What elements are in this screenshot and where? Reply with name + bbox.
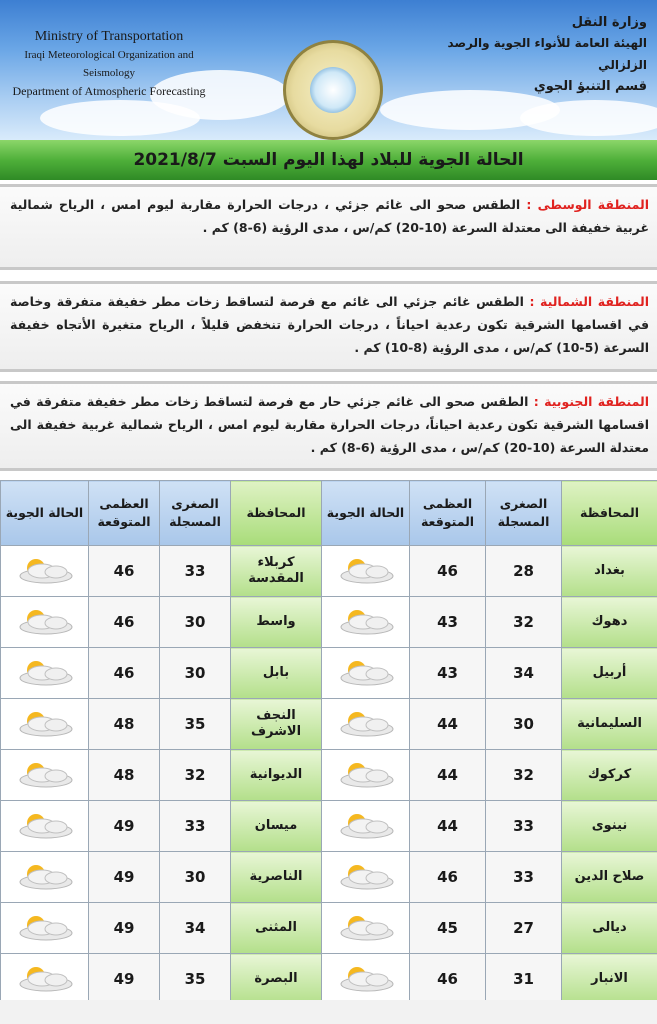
- partly-cloudy-icon: [12, 970, 78, 988]
- region-south: [0, 381, 657, 471]
- weather-state-right: [322, 648, 410, 699]
- governorate-left: الديوانية: [231, 750, 322, 801]
- partly-cloudy-icon: [12, 868, 78, 886]
- organization-ar: الهيئة العامة للأنواء الجوية والرصد الزلزالي: [447, 36, 647, 72]
- region-north-forecast: الطقس غائم جزئي الى غائم مع فرصة لتساقط زخات مطر خفيفة متفرقة وخاصة في اقسامها الشرقية تكون رعدية احياناً ، درجات الحرارة تنخفض قليلاً ، الرياح متغيرة الأتجاه خفيفة السرعة (5-10) كم/س ، مدى الرؤية (8-10) كم .: [10, 294, 649, 355]
- governorate-left: الناصرية: [231, 852, 322, 903]
- max-temp-right: 44: [410, 801, 486, 852]
- min-temp-right: 33: [486, 852, 562, 903]
- max-temp-right: 44: [410, 699, 486, 750]
- min-temp-right: 31: [486, 954, 562, 1005]
- table-row: [1, 801, 657, 852]
- max-temp-left: 48: [89, 750, 160, 801]
- governorate-left: المثنى: [231, 903, 322, 954]
- table-row: [1, 903, 657, 954]
- page-title: الحالة الجوية للبلاد لهذا اليوم السبت 2021/8/7: [133, 150, 524, 170]
- max-temp-right: 43: [410, 597, 486, 648]
- governorate-right: السليمانية: [562, 699, 657, 750]
- max-temp-left: 48: [89, 699, 160, 750]
- max-temp-left: 49: [89, 801, 160, 852]
- partly-cloudy-icon: [12, 715, 78, 733]
- governorate-right: نينوى: [562, 801, 657, 852]
- weather-state-left: [1, 903, 89, 954]
- min-temp-right: 32: [486, 750, 562, 801]
- min-temp-left: 33: [160, 801, 231, 852]
- table-row: [1, 597, 657, 648]
- header-gov-right: المحافظة: [562, 481, 657, 546]
- governorate-right: دهوك: [562, 597, 657, 648]
- header-state-right: الحالة الجوية: [322, 481, 410, 546]
- governorate-left: كربلاء المقدسة: [231, 546, 322, 597]
- region-central: [0, 184, 657, 270]
- header-max-left: العظمى المتوقعة: [89, 481, 160, 546]
- min-temp-right: 33: [486, 801, 562, 852]
- governorate-right: الانبار: [562, 954, 657, 1005]
- partly-cloudy-icon: [333, 715, 399, 733]
- weather-state-left: [1, 699, 89, 750]
- region-south-name: المنطقة الجنوبية :: [533, 394, 649, 409]
- table-row: [1, 954, 657, 1005]
- max-temp-left: 49: [89, 903, 160, 954]
- header-banner: [0, 0, 657, 140]
- weather-state-right: [322, 852, 410, 903]
- region-central-name: المنطقة الوسطى :: [526, 197, 649, 212]
- max-temp-right: 44: [410, 750, 486, 801]
- department-ar: قسم التنبؤ الجوي: [533, 79, 647, 94]
- governorate-left: واسط: [231, 597, 322, 648]
- header-min-right: الصغرى المسجلة: [486, 481, 562, 546]
- governorate-right: أربيل: [562, 648, 657, 699]
- governorate-left: النجف الاشرف: [231, 699, 322, 750]
- table-row: [1, 699, 657, 750]
- header-max-right: العظمى المتوقعة: [410, 481, 486, 546]
- min-temp-left: 35: [160, 954, 231, 1005]
- partly-cloudy-icon: [333, 868, 399, 886]
- weather-state-right: [322, 954, 410, 1005]
- governorate-right: كركوك: [562, 750, 657, 801]
- table-row: [1, 750, 657, 801]
- max-temp-left: 46: [89, 597, 160, 648]
- min-temp-right: 30: [486, 699, 562, 750]
- partly-cloudy-icon: [12, 664, 78, 682]
- governorate-right: ديالى: [562, 903, 657, 954]
- weather-state-left: [1, 750, 89, 801]
- partly-cloudy-icon: [333, 970, 399, 988]
- region-central-text: [10, 193, 649, 239]
- partly-cloudy-icon: [333, 664, 399, 682]
- table-row: [1, 852, 657, 903]
- region-north-name: المنطقة الشمالية :: [529, 294, 649, 309]
- partly-cloudy-icon: [333, 613, 399, 631]
- partly-cloudy-icon: [12, 766, 78, 784]
- weather-state-left: [1, 954, 89, 1005]
- title-bar: [0, 140, 657, 180]
- min-temp-right: 32: [486, 597, 562, 648]
- header-gov-left: المحافظة: [231, 481, 322, 546]
- weather-state-left: [1, 648, 89, 699]
- organization-logo: [283, 40, 383, 140]
- min-temp-left: 30: [160, 852, 231, 903]
- region-south-forecast: الطقس صحو الى غائم جزئي حار مع فرصة لتساقط زخات مطر خفيفة متفرقة في اقسامها الشرقية تكون رعدية احياناً، درجات الحرارة مقاربة ليوم امس ، الرياح شمالية غربية خفيفة الى معتدلة السرعة (10-20) كم/س ، مدى الرؤية (6-8) كم .: [10, 394, 649, 455]
- governorate-left: ميسان: [231, 801, 322, 852]
- table-row: [1, 546, 657, 597]
- min-temp-right: 27: [486, 903, 562, 954]
- organization-en: Iraqi Meteorological Organization and Seismology: [24, 49, 194, 79]
- weather-state-left: [1, 801, 89, 852]
- governorate-right: بغداد: [562, 546, 657, 597]
- partly-cloudy-icon: [12, 562, 78, 580]
- partly-cloudy-icon: [333, 919, 399, 937]
- ministry-en: Ministry of Transportation: [34, 29, 184, 44]
- max-temp-right: 46: [410, 852, 486, 903]
- max-temp-right: 46: [410, 546, 486, 597]
- min-temp-left: 30: [160, 648, 231, 699]
- weather-table: [0, 480, 657, 1005]
- partly-cloudy-icon: [333, 562, 399, 580]
- weather-state-right: [322, 903, 410, 954]
- max-temp-left: 46: [89, 648, 160, 699]
- partly-cloudy-icon: [12, 613, 78, 631]
- max-temp-left: 49: [89, 954, 160, 1005]
- min-temp-left: 35: [160, 699, 231, 750]
- min-temp-left: 32: [160, 750, 231, 801]
- partly-cloudy-icon: [12, 817, 78, 835]
- min-temp-left: 30: [160, 597, 231, 648]
- max-temp-right: 45: [410, 903, 486, 954]
- region-central-forecast: الطقس صحو الى غائم جزئي ، درجات الحرارة مقاربة ليوم امس ، الرياح شمالية غربية خفيفة الى معتدلة السرعة (10-20) كم/س ، مدى الرؤية (6-8) كم .: [10, 197, 649, 235]
- weather-state-right: [322, 699, 410, 750]
- partly-cloudy-icon: [333, 817, 399, 835]
- weather-state-right: [322, 546, 410, 597]
- weather-state-left: [1, 852, 89, 903]
- weather-state-right: [322, 750, 410, 801]
- max-temp-left: 46: [89, 546, 160, 597]
- governorate-left: بابل: [231, 648, 322, 699]
- english-header: [4, 28, 214, 100]
- header-min-left: الصغرى المسجلة: [160, 481, 231, 546]
- region-north: [0, 281, 657, 372]
- header-state-left: الحالة الجوية: [1, 481, 89, 546]
- ministry-ar: وزارة النقل: [571, 15, 647, 30]
- department-en: Department of Atmospheric Forecasting: [12, 84, 206, 98]
- min-temp-right: 34: [486, 648, 562, 699]
- min-temp-left: 33: [160, 546, 231, 597]
- weather-state-right: [322, 801, 410, 852]
- governorate-right: صلاح الدين: [562, 852, 657, 903]
- weather-state-left: [1, 546, 89, 597]
- region-south-text: [10, 390, 649, 459]
- governorate-left: البصرة: [231, 954, 322, 1005]
- max-temp-right: 46: [410, 954, 486, 1005]
- max-temp-right: 43: [410, 648, 486, 699]
- max-temp-left: 49: [89, 852, 160, 903]
- weather-state-right: [322, 597, 410, 648]
- footer-strip: [0, 1000, 657, 1024]
- table-row: [1, 648, 657, 699]
- weather-state-left: [1, 597, 89, 648]
- min-temp-left: 34: [160, 903, 231, 954]
- partly-cloudy-icon: [333, 766, 399, 784]
- min-temp-right: 28: [486, 546, 562, 597]
- region-north-text: [10, 290, 649, 359]
- table-header-row: [1, 481, 657, 546]
- arabic-header: [417, 14, 647, 98]
- partly-cloudy-icon: [12, 919, 78, 937]
